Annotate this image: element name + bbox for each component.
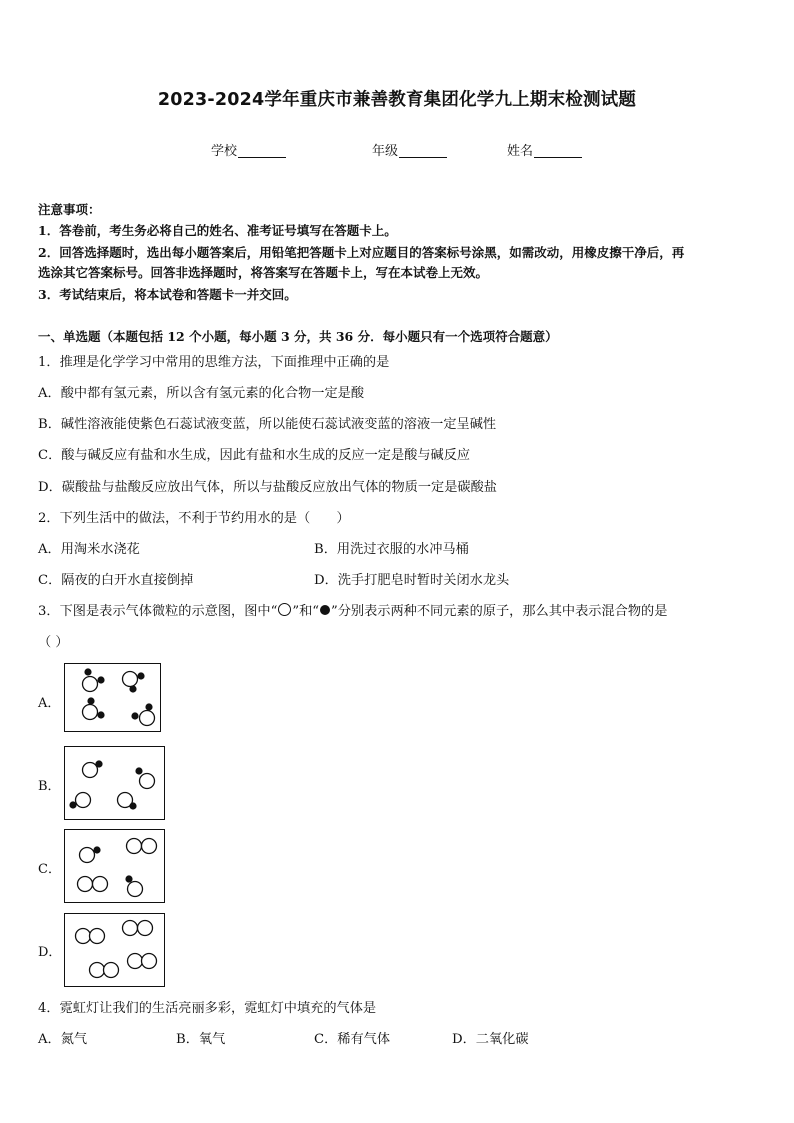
option-b-molecules [65, 747, 164, 819]
question-1-option-b: B．碱性溶液能使紫色石蕊试液变蓝，所以能使石蕊试液变蓝的溶液一定呈碱性 [38, 417, 497, 432]
grade-field [372, 140, 447, 159]
grade-label: 年级 [372, 144, 399, 159]
section-heading: 一、单选题（本题包括 12 个小题，每小题 3 分，共 36 分．每小题只有一个选项符合题意） [38, 329, 558, 344]
page-title: 2023-2024学年重庆市兼善教育集团化学九上期末检测试题 [157, 90, 637, 110]
grade-blank [399, 143, 447, 158]
question-3-stem-tail: （ ） [38, 635, 69, 650]
molecule-diatomic-element [128, 954, 157, 969]
molecule-hydroxyl-like [123, 672, 145, 693]
molecule-diatomic-element [76, 929, 105, 944]
molecule-diatomic-element [78, 877, 108, 892]
molecule-diatomic-mixed [69, 793, 90, 809]
name-field [507, 140, 582, 159]
option-c-diagram [64, 829, 165, 903]
question-4-stem: 4．霓虹灯让我们的生活亮丽多彩，霓虹灯中填充的气体是 [38, 1001, 377, 1016]
question-4-option-a: A．氮气 [38, 1032, 88, 1047]
question-4-option-b: B．氧气 [176, 1032, 226, 1047]
note-item-3: 3．考试结束后，将本试卷和答题卡一并交回。 [38, 287, 297, 302]
option-b-diagram [64, 746, 165, 820]
notes-heading: 注意事项： [38, 202, 101, 217]
question-2-stem: 2．下列生活中的做法，不利于节约用水的是（ ） [38, 511, 350, 526]
question-1-option-c: C．酸与碱反应有盐和水生成，因此有盐和水生成的反应一定是酸与碱反应 [38, 448, 471, 463]
option-d-molecules [65, 914, 164, 986]
question-2-option-a: A．用淘米水浇花 [38, 542, 140, 557]
molecule-hydroxyl-like [83, 697, 105, 719]
question-3-stem-part-1: 3．下图是表示气体微粒的示意图，图中“ [38, 604, 278, 619]
molecule-diatomic-mixed [80, 846, 101, 862]
molecule-diatomic-element [127, 839, 157, 854]
option-c-molecules [65, 830, 164, 902]
question-1-option-a: A．酸中都有氢元素，所以含有氢元素的化合物一定是酸 [38, 386, 365, 401]
filled-dot-atom-icon [320, 605, 330, 615]
molecule-diatomic-mixed [135, 767, 154, 788]
molecule-diatomic-mixed [125, 875, 142, 896]
molecule-diatomic-mixed [83, 760, 103, 777]
question-1-stem: 1．推理是化学学习中常用的思维方法，下面推理中正确的是 [38, 355, 390, 370]
note-item-2-cont: 选涂其它答案标号。回答非选择题时，将答案写在答题卡上，写在本试卷上无效。 [38, 265, 489, 280]
question-3-option-a-label: A． [38, 696, 61, 711]
question-2-option-b: B．用洗过衣服的水冲马桶 [314, 542, 469, 557]
school-field [211, 140, 286, 159]
option-a-molecules [65, 664, 160, 731]
question-1-option-d: D．碳酸盐与盐酸反应放出气体，所以与盐酸反应放出气体的物质一定是碳酸盐 [38, 480, 497, 495]
school-blank [238, 143, 286, 158]
molecule-diatomic-element [90, 963, 119, 978]
question-4-option-d: D．二氧化碳 [452, 1032, 529, 1047]
name-blank [534, 143, 582, 158]
question-3-stem-part-3: ”分别表示两种不同元素的原子，那么其中表示混合物的是 [331, 604, 668, 619]
question-2-option-d: D．洗手打肥皂时暂时关闭水龙头 [314, 573, 510, 588]
question-3-stem-part-2: ”和“ [292, 604, 319, 619]
molecule-hydroxyl-like [83, 668, 105, 691]
question-3-option-c-label: C． [38, 862, 61, 877]
school-label: 学校 [211, 144, 238, 159]
note-item-2: 2．回答选择题时，选出每小题答案后，用铅笔把答题卡上对应题目的答案标号涂黑，如需改动，用橡皮擦干净后，再 [38, 245, 685, 260]
question-3-option-b-label: B． [38, 779, 61, 794]
note-item-1: 1．答卷前，考生务必将自己的姓名、准考证号填写在答题卡上。 [38, 223, 397, 238]
molecule-hydroxyl-like [131, 703, 154, 725]
question-2-option-c: C．隔夜的白开水直接倒掉 [38, 573, 194, 588]
name-label: 姓名 [507, 144, 534, 159]
option-a-diagram [64, 663, 161, 732]
question-4-option-c: C．稀有气体 [314, 1032, 391, 1047]
question-3-stem [38, 603, 667, 621]
molecule-diatomic-element [123, 921, 153, 936]
molecule-diatomic-mixed [118, 793, 137, 810]
question-3-option-d-label: D． [38, 945, 62, 960]
open-circle-atom-icon [278, 603, 291, 616]
option-d-diagram [64, 913, 165, 987]
